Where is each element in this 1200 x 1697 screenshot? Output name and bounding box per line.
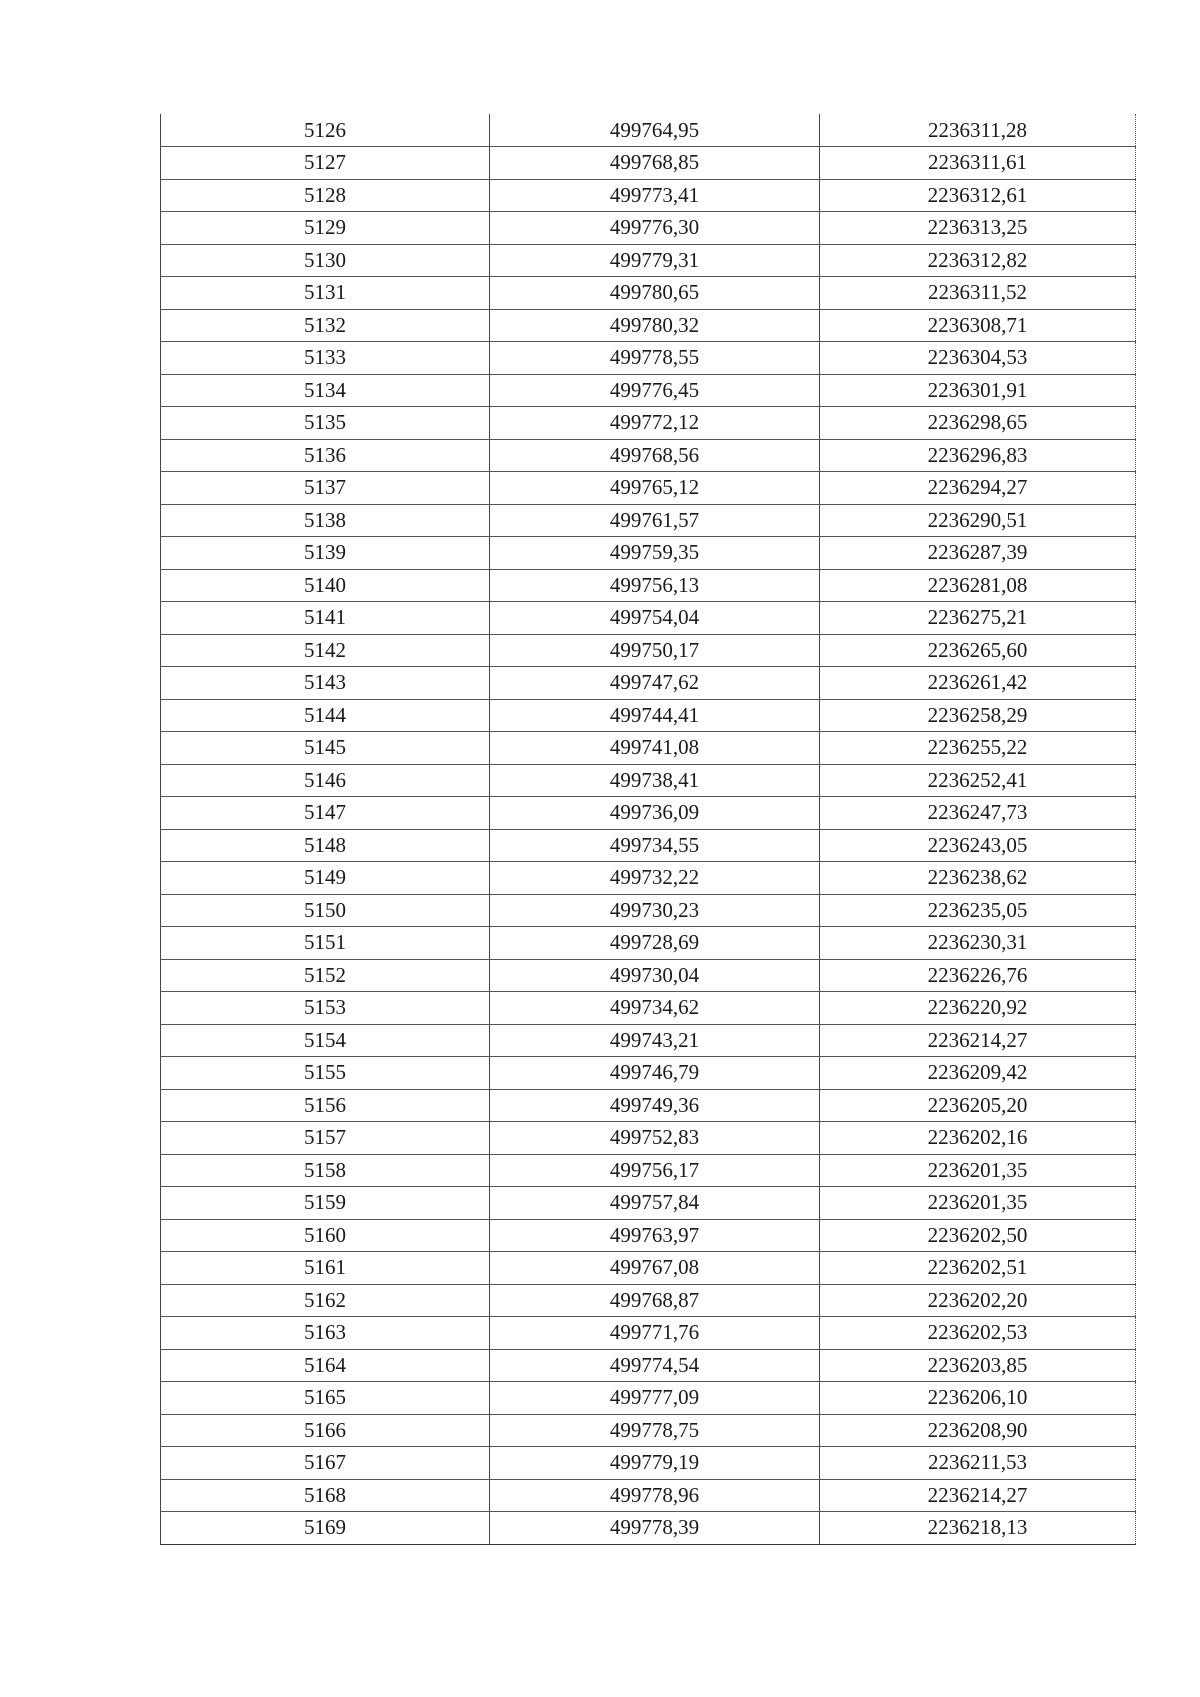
x-coordinate-cell: 499754,04 (490, 602, 820, 635)
table-row (161, 1219, 1136, 1252)
y-coordinate-cell: 2236281,08 (820, 569, 1136, 602)
x-coordinate-cell: 499768,87 (490, 1284, 820, 1317)
y-coordinate-cell: 2236238,62 (820, 862, 1136, 895)
point-number-cell: 5129 (161, 212, 490, 245)
table-row (161, 764, 1136, 797)
table-row (161, 1512, 1136, 1545)
x-coordinate-cell: 499752,83 (490, 1122, 820, 1155)
x-coordinate-cell: 499778,39 (490, 1512, 820, 1545)
y-coordinate-cell: 2236313,25 (820, 212, 1136, 245)
table-row (161, 667, 1136, 700)
table-row (161, 894, 1136, 927)
y-coordinate-cell: 2236214,27 (820, 1479, 1136, 1512)
point-number-cell: 5161 (161, 1252, 490, 1285)
x-coordinate-cell: 499768,56 (490, 439, 820, 472)
x-coordinate-cell: 499771,76 (490, 1317, 820, 1350)
y-coordinate-cell: 2236243,05 (820, 829, 1136, 862)
y-coordinate-cell: 2236202,51 (820, 1252, 1136, 1285)
x-coordinate-cell: 499773,41 (490, 179, 820, 212)
y-coordinate-cell: 2236258,29 (820, 699, 1136, 732)
x-coordinate-cell: 499776,45 (490, 374, 820, 407)
table-row (161, 1024, 1136, 1057)
point-number-cell: 5140 (161, 569, 490, 602)
table-row (161, 829, 1136, 862)
x-coordinate-cell: 499749,36 (490, 1089, 820, 1122)
y-coordinate-cell: 2236226,76 (820, 959, 1136, 992)
point-number-cell: 5133 (161, 342, 490, 375)
x-coordinate-cell: 499780,65 (490, 277, 820, 310)
x-coordinate-cell: 499757,84 (490, 1187, 820, 1220)
y-coordinate-cell: 2236312,61 (820, 179, 1136, 212)
point-number-cell: 5159 (161, 1187, 490, 1220)
table-row (161, 504, 1136, 537)
y-coordinate-cell: 2236312,82 (820, 244, 1136, 277)
point-number-cell: 5135 (161, 407, 490, 440)
y-coordinate-cell: 2236208,90 (820, 1414, 1136, 1447)
x-coordinate-cell: 499776,30 (490, 212, 820, 245)
y-coordinate-cell: 2236265,60 (820, 634, 1136, 667)
coordinates-table (160, 114, 1136, 1545)
x-coordinate-cell: 499767,08 (490, 1252, 820, 1285)
table-row (161, 537, 1136, 570)
table-row (161, 634, 1136, 667)
point-number-cell: 5138 (161, 504, 490, 537)
x-coordinate-cell: 499765,12 (490, 472, 820, 505)
point-number-cell: 5143 (161, 667, 490, 700)
table-row (161, 1447, 1136, 1480)
y-coordinate-cell: 2236218,13 (820, 1512, 1136, 1545)
x-coordinate-cell: 499759,35 (490, 537, 820, 570)
table-row (161, 212, 1136, 245)
x-coordinate-cell: 499734,62 (490, 992, 820, 1025)
table-row (161, 1479, 1136, 1512)
x-coordinate-cell: 499741,08 (490, 732, 820, 765)
point-number-cell: 5152 (161, 959, 490, 992)
point-number-cell: 5139 (161, 537, 490, 570)
table-row (161, 309, 1136, 342)
x-coordinate-cell: 499774,54 (490, 1349, 820, 1382)
point-number-cell: 5130 (161, 244, 490, 277)
table-row (161, 1122, 1136, 1155)
x-coordinate-cell: 499730,23 (490, 894, 820, 927)
point-number-cell: 5128 (161, 179, 490, 212)
y-coordinate-cell: 2236252,41 (820, 764, 1136, 797)
x-coordinate-cell: 499744,41 (490, 699, 820, 732)
y-coordinate-cell: 2236298,65 (820, 407, 1136, 440)
table-row (161, 342, 1136, 375)
x-coordinate-cell: 499732,22 (490, 862, 820, 895)
table-row (161, 699, 1136, 732)
y-coordinate-cell: 2236255,22 (820, 732, 1136, 765)
point-number-cell: 5157 (161, 1122, 490, 1155)
table-row (161, 1089, 1136, 1122)
y-coordinate-cell: 2236311,28 (820, 114, 1136, 147)
y-coordinate-cell: 2236296,83 (820, 439, 1136, 472)
y-coordinate-cell: 2236301,91 (820, 374, 1136, 407)
point-number-cell: 5126 (161, 114, 490, 147)
table-row (161, 927, 1136, 960)
point-number-cell: 5148 (161, 829, 490, 862)
point-number-cell: 5164 (161, 1349, 490, 1382)
y-coordinate-cell: 2236311,52 (820, 277, 1136, 310)
table-row (161, 179, 1136, 212)
table-row (161, 732, 1136, 765)
point-number-cell: 5134 (161, 374, 490, 407)
y-coordinate-cell: 2236214,27 (820, 1024, 1136, 1057)
point-number-cell: 5142 (161, 634, 490, 667)
table-row (161, 439, 1136, 472)
table-row (161, 862, 1136, 895)
y-coordinate-cell: 2236235,05 (820, 894, 1136, 927)
x-coordinate-cell: 499761,57 (490, 504, 820, 537)
point-number-cell: 5162 (161, 1284, 490, 1317)
y-coordinate-cell: 2236202,50 (820, 1219, 1136, 1252)
table-row (161, 797, 1136, 830)
x-coordinate-cell: 499777,09 (490, 1382, 820, 1415)
y-coordinate-cell: 2236202,53 (820, 1317, 1136, 1350)
y-coordinate-cell: 2236308,71 (820, 309, 1136, 342)
y-coordinate-cell: 2236311,61 (820, 147, 1136, 180)
table-row (161, 1187, 1136, 1220)
point-number-cell: 5146 (161, 764, 490, 797)
x-coordinate-cell: 499747,62 (490, 667, 820, 700)
point-number-cell: 5158 (161, 1154, 490, 1187)
table-row (161, 244, 1136, 277)
table-row (161, 1252, 1136, 1285)
point-number-cell: 5153 (161, 992, 490, 1025)
y-coordinate-cell: 2236261,42 (820, 667, 1136, 700)
x-coordinate-cell: 499734,55 (490, 829, 820, 862)
x-coordinate-cell: 499778,55 (490, 342, 820, 375)
y-coordinate-cell: 2236230,31 (820, 927, 1136, 960)
point-number-cell: 5127 (161, 147, 490, 180)
y-coordinate-cell: 2236275,21 (820, 602, 1136, 635)
x-coordinate-cell: 499764,95 (490, 114, 820, 147)
table-row (161, 114, 1136, 147)
y-coordinate-cell: 2236287,39 (820, 537, 1136, 570)
y-coordinate-cell: 2236201,35 (820, 1154, 1136, 1187)
x-coordinate-cell: 499779,31 (490, 244, 820, 277)
table-row (161, 959, 1136, 992)
y-coordinate-cell: 2236209,42 (820, 1057, 1136, 1090)
y-coordinate-cell: 2236211,53 (820, 1447, 1136, 1480)
table-row (161, 277, 1136, 310)
point-number-cell: 5147 (161, 797, 490, 830)
x-coordinate-cell: 499750,17 (490, 634, 820, 667)
table-row (161, 407, 1136, 440)
y-coordinate-cell: 2236247,73 (820, 797, 1136, 830)
point-number-cell: 5154 (161, 1024, 490, 1057)
point-number-cell: 5132 (161, 309, 490, 342)
point-number-cell: 5149 (161, 862, 490, 895)
x-coordinate-cell: 499746,79 (490, 1057, 820, 1090)
x-coordinate-cell: 499728,69 (490, 927, 820, 960)
table-row (161, 1382, 1136, 1415)
point-number-cell: 5168 (161, 1479, 490, 1512)
table-row (161, 1154, 1136, 1187)
y-coordinate-cell: 2236202,16 (820, 1122, 1136, 1155)
point-number-cell: 5151 (161, 927, 490, 960)
point-number-cell: 5131 (161, 277, 490, 310)
x-coordinate-cell: 499730,04 (490, 959, 820, 992)
point-number-cell: 5163 (161, 1317, 490, 1350)
table-row (161, 472, 1136, 505)
table-row (161, 569, 1136, 602)
x-coordinate-cell: 499756,13 (490, 569, 820, 602)
point-number-cell: 5156 (161, 1089, 490, 1122)
point-number-cell: 5155 (161, 1057, 490, 1090)
table-row (161, 1414, 1136, 1447)
x-coordinate-cell: 499780,32 (490, 309, 820, 342)
table-row (161, 1057, 1136, 1090)
table-row (161, 147, 1136, 180)
point-number-cell: 5150 (161, 894, 490, 927)
table-row (161, 374, 1136, 407)
table-row (161, 1317, 1136, 1350)
table-row (161, 1284, 1136, 1317)
x-coordinate-cell: 499738,41 (490, 764, 820, 797)
point-number-cell: 5160 (161, 1219, 490, 1252)
table-row (161, 602, 1136, 635)
y-coordinate-cell: 2236202,20 (820, 1284, 1136, 1317)
x-coordinate-cell: 499756,17 (490, 1154, 820, 1187)
x-coordinate-cell: 499743,21 (490, 1024, 820, 1057)
y-coordinate-cell: 2236294,27 (820, 472, 1136, 505)
point-number-cell: 5167 (161, 1447, 490, 1480)
table-row (161, 992, 1136, 1025)
y-coordinate-cell: 2236203,85 (820, 1349, 1136, 1382)
point-number-cell: 5169 (161, 1512, 490, 1545)
point-number-cell: 5144 (161, 699, 490, 732)
table-row (161, 1349, 1136, 1382)
x-coordinate-cell: 499763,97 (490, 1219, 820, 1252)
x-coordinate-cell: 499772,12 (490, 407, 820, 440)
point-number-cell: 5165 (161, 1382, 490, 1415)
y-coordinate-cell: 2236206,10 (820, 1382, 1136, 1415)
point-number-cell: 5145 (161, 732, 490, 765)
point-number-cell: 5166 (161, 1414, 490, 1447)
y-coordinate-cell: 2236290,51 (820, 504, 1136, 537)
y-coordinate-cell: 2236205,20 (820, 1089, 1136, 1122)
y-coordinate-cell: 2236304,53 (820, 342, 1136, 375)
x-coordinate-cell: 499778,75 (490, 1414, 820, 1447)
x-coordinate-cell: 499736,09 (490, 797, 820, 830)
point-number-cell: 5141 (161, 602, 490, 635)
y-coordinate-cell: 2236201,35 (820, 1187, 1136, 1220)
x-coordinate-cell: 499779,19 (490, 1447, 820, 1480)
y-coordinate-cell: 2236220,92 (820, 992, 1136, 1025)
point-number-cell: 5136 (161, 439, 490, 472)
point-number-cell: 5137 (161, 472, 490, 505)
x-coordinate-cell: 499778,96 (490, 1479, 820, 1512)
x-coordinate-cell: 499768,85 (490, 147, 820, 180)
coordinates-table-body (161, 114, 1136, 1544)
